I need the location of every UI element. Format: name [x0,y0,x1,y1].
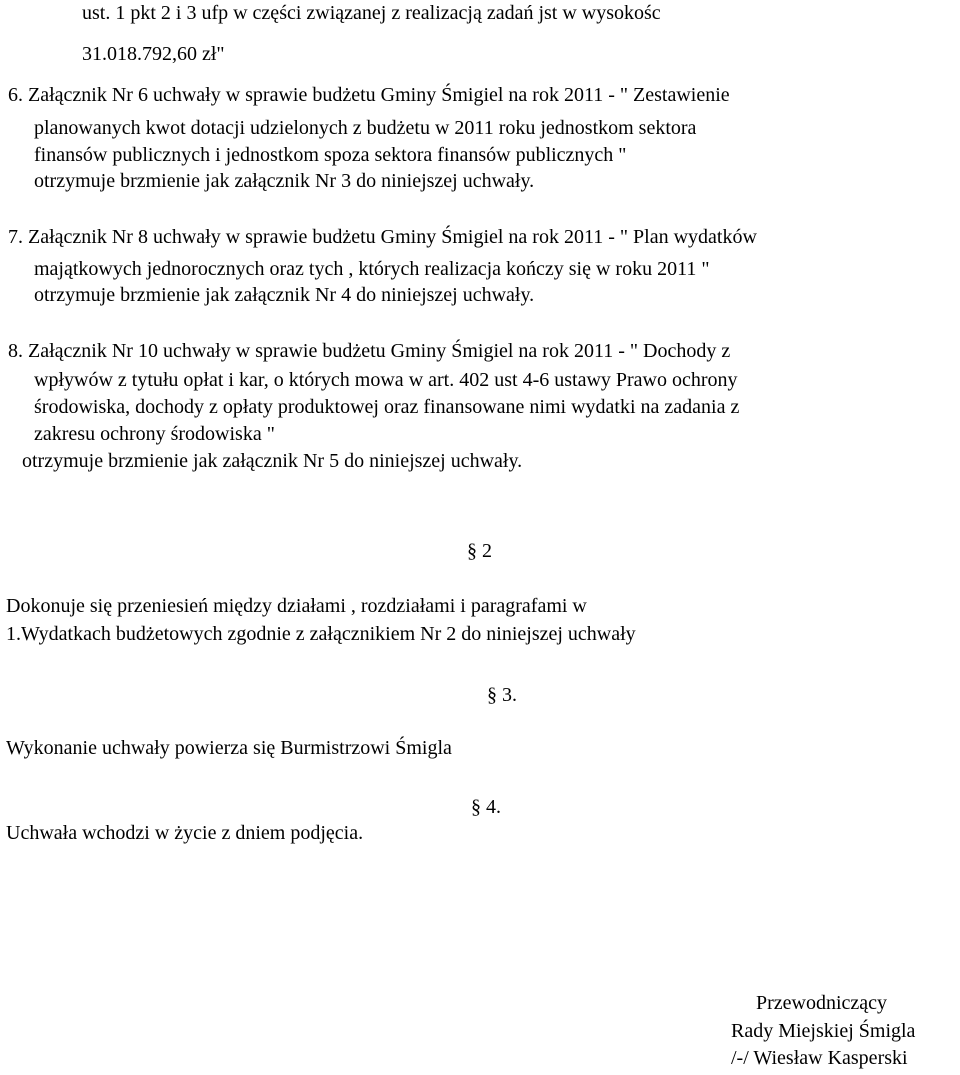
section2-heading: § 2 [467,540,492,562]
signature-name: /-/ Wiesław Kasperski [731,1047,908,1069]
item7-line-3: otrzymuje brzmienie jak załącznik Nr 4 do niniejszej uchwały. [34,284,535,306]
item6-line-4: otrzymuje brzmienie jak załącznik Nr 3 do niniejszej uchwały. [34,170,535,192]
signature-title: Przewodniczący [756,992,888,1014]
item5-line-1: ust. 1 pkt 2 i 3 ufp w części związanej z realizacją zadań jst w wysokośc [82,2,661,24]
item8-line-4: zakresu ochrony środowiska " [34,423,275,445]
item7-line-1: 7. Załącznik Nr 8 uchwały w sprawie budżetu Gminy Śmigiel na rok 2011 - " Plan wydatków [8,226,757,248]
section4-text: Uchwała wchodzi w życie z dniem podjęcia. [6,822,364,844]
section3-text: Wykonanie uchwały powierza się Burmistrzowi Śmigla [6,737,452,759]
item7-line-2: majątkowych jednorocznych oraz tych , których realizacja kończy się w roku 2011 " [34,258,710,280]
item8-line-2: wpływów z tytułu opłat i kar, o których mowa w art. 402 ust 4-6 ustawy Prawo ochrony [34,369,738,391]
section2-line-1: Dokonuje się przeniesień między działami , rozdziałami i paragrafami w [6,595,587,617]
item8-line-3: środowiska, dochody z opłaty produktowej oraz finansowane nimi wydatki na zadania z [34,396,740,418]
item6-line-3: finansów publicznych i jednostkom spoza sektora finansów publicznych " [34,144,627,166]
section2-line-2: 1.Wydatkach budżetowych zgodnie z załącznikiem Nr 2 do niniejszej uchwały [6,623,636,645]
item8-line-5: otrzymuje brzmienie jak załącznik Nr 5 do niniejszej uchwały. [22,450,523,472]
signature-body: Rady Miejskiej Śmigla [731,1020,916,1042]
section3-heading: § 3. [487,684,517,706]
item5-line-2: 31.018.792,60 zł" [82,43,225,65]
section4-heading: § 4. [471,796,501,818]
item6-line-2: planowanych kwot dotacji udzielonych z budżetu w 2011 roku jednostkom sektora [34,117,697,139]
item8-line-1: 8. Załącznik Nr 10 uchwały w sprawie budżetu Gminy Śmigiel na rok 2011 - " Dochody z [8,340,731,362]
item6-line-1: 6. Załącznik Nr 6 uchwały w sprawie budżetu Gminy Śmigiel na rok 2011 - " Zestawienie [8,84,730,106]
